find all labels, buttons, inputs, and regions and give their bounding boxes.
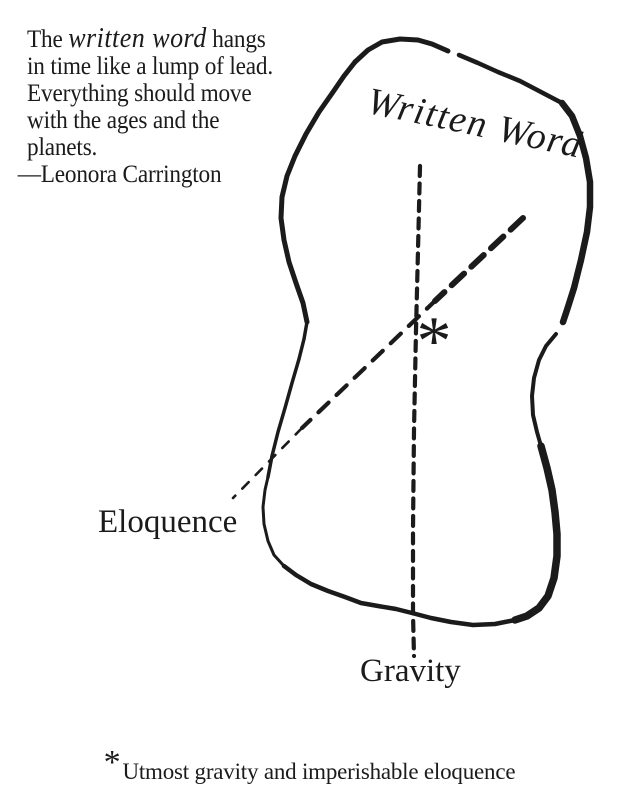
inline-script-phrase: written word [68, 23, 207, 54]
footnote [0, 744, 619, 787]
quote-line-2: in time like a lump of lead. [27, 53, 273, 80]
quote-line-3: Everything should move [27, 80, 252, 107]
footnote-star: * [103, 744, 121, 781]
quote-attribution: —Leonora Carrington [17, 161, 222, 188]
quote-line-1: The written word hangs [27, 23, 266, 54]
eloquence-axis-line [233, 218, 523, 498]
intersection-asterisk-marker: * [416, 303, 452, 380]
quote-line-5: planets. [27, 134, 98, 161]
footnote-text: Utmost gravity and imperishable eloquence [122, 759, 516, 784]
gravity-axis-label: Gravity [360, 653, 461, 689]
blob-region-label: Written Word [363, 80, 587, 167]
quote-line-4: with the ages and the [27, 107, 220, 134]
gravity-axis-line [413, 166, 420, 656]
eloquence-axis-label: Eloquence [98, 504, 238, 540]
